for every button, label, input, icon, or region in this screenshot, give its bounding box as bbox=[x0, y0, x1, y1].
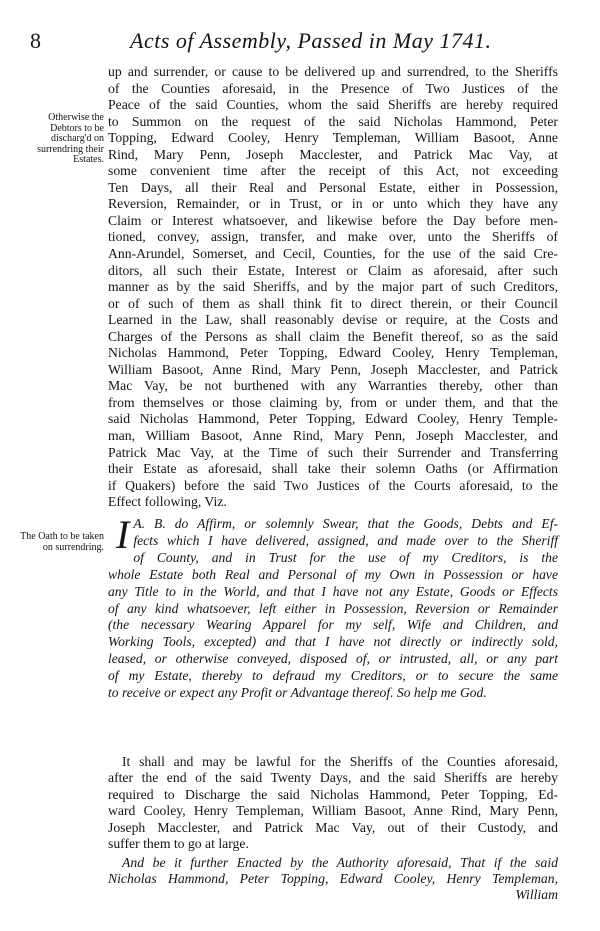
drop-cap: I bbox=[116, 512, 130, 557]
text-line: Topping, Edward Cooley, Henry Templeman, William Basoot, Anne bbox=[108, 130, 558, 146]
text-line: their Estate as aforesaid, shall take their solemn Oaths (or Affirmation bbox=[108, 461, 558, 477]
text-line: if Quakers) before the said Two Justices of the Courts aforesaid, to the bbox=[108, 477, 558, 493]
text-line: suffer them to go at large. bbox=[108, 836, 249, 852]
paragraph-discharge bbox=[108, 754, 558, 852]
text-line: ward Cooley, Henry Templeman, William Basoot, Anne Rind, Mary Penn, bbox=[108, 803, 558, 819]
text-line: Rind, Mary Penn, Joseph Macclester, and Patrick Mac Vay, at bbox=[108, 146, 558, 162]
oath-text bbox=[108, 512, 558, 702]
text-line: Peace of the said Counties, whom the said Sheriffs are hereby required bbox=[108, 97, 558, 113]
oath-line: fects which I have delivered, assigned, and made over to the Sheriff bbox=[133, 532, 558, 548]
text-line: Ten Days, all their Real and Personal Estate, either in Possession, bbox=[108, 179, 558, 195]
text-line: tioned, convey, assign, transfer, and make over, unto the Sheriffs of bbox=[108, 229, 558, 245]
paragraph-surrender bbox=[108, 64, 558, 511]
catchword: William bbox=[515, 887, 558, 903]
oath-line: of any kind whatsoever, left either in Possession, Reversion or Remainder bbox=[108, 600, 558, 616]
text-line: said Nicholas Hammond, Peter Topping, Edward Cooley, Henry Temple- bbox=[108, 411, 558, 427]
oath-line: Working Tools, excepted) and that I have not directly or indirectly sold, bbox=[108, 634, 558, 650]
text-line: of the Counties aforesaid, in the Presence of Two Justices of the bbox=[108, 80, 558, 96]
margin-note-oath: The Oath to be taken on surrendring. bbox=[20, 531, 104, 553]
oath-line: to receive or expect any Profit or Advantage thereof. So help me God. bbox=[108, 685, 487, 701]
text-line: Ann-Arundel, Somerset, and Cecil, Counties, for the use of the said Cre- bbox=[108, 246, 558, 262]
text-line: Joseph Macclester, and Patrick Mac Vay, out of their Custody, and bbox=[108, 819, 558, 835]
text-line: ditors, all such their Estate, Interest or Claim as aforesaid, after such bbox=[108, 262, 558, 278]
oath-line: any Title to in the World, and that I have not any Estate, Goods or Effects bbox=[108, 583, 558, 599]
text-line: man, William Basoot, Anne Rind, Mary Penn, Joseph Macclester, and bbox=[108, 428, 558, 444]
text-line: some convenient time after the receipt of this Act, not exceeding bbox=[108, 163, 558, 179]
text-line: William Basoot, Anne Rind, Mary Penn, Joseph Macclester, and Patrick bbox=[108, 361, 558, 377]
text-line: after the end of the said Twenty Days, and the said Sheriffs are hereby bbox=[108, 770, 558, 786]
running-title: Acts of Assembly, Passed in May 1741. bbox=[130, 28, 492, 53]
oath-line: of my Estate, thereby to defraud my Creditors, or to secure the same bbox=[108, 668, 558, 684]
text-line: Patrick Mac Vay, at the Time of such their Surrender and Transferring bbox=[108, 444, 558, 460]
text-line: Claim or Interest whatsoever, and likewise before the Day before men- bbox=[108, 212, 558, 228]
text-line: Reversion, Remainder, or in Trust, or in or unto which they have any bbox=[108, 196, 558, 212]
oath-line: (the necessary Wearing Apparel for my self, Wife and Children, and bbox=[108, 617, 558, 633]
text-line: required to Discharge the said Nicholas Hammond, Peter Topping, Ed- bbox=[108, 786, 558, 802]
text-line: or of such of them as shall think fit to direct therein, or their Council bbox=[108, 295, 558, 311]
oath-line: of County, and in Trust for the use of my Creditors, is the bbox=[133, 549, 558, 565]
text-line: Nicholas Hammond, Peter Topping, Edward Cooley, Henry Templeman, bbox=[108, 345, 558, 361]
page-number: 8 bbox=[30, 28, 41, 53]
oath-line: whole Estate both Real and Personal of my Own in Possession or have bbox=[108, 566, 558, 582]
oath-line: A. B. do Affirm, or solemnly Swear, that the Goods, Debts and Ef- bbox=[133, 516, 558, 531]
text-line: Mac Vay, be not burthened with any Warranties thereby, other than bbox=[108, 378, 558, 394]
page-header bbox=[30, 28, 570, 58]
text-line: Learned in the Law, shall reasonably devise or require, at the Costs and bbox=[108, 312, 558, 328]
text-line: up and surrender, or cause to be delivered up and surrendred, to the Sheriffs bbox=[108, 64, 558, 79]
text-line: from themselves or those claiming by, from or under them, and that the bbox=[108, 394, 558, 410]
text-line: Effect following, Viz. bbox=[108, 494, 227, 510]
oath-line: leased, or otherwise conveyed, disposed of, or intrusted, all, or any part bbox=[108, 651, 558, 667]
text-line: Charges of the Persons as shall claim the Benefit thereof, so as the said bbox=[108, 328, 558, 344]
margin-note-discharge: Otherwise the Debtors to be discharg'd on surrendring their Estates. bbox=[37, 112, 104, 165]
text-line: to Summon on the request of the said Nicholas Hammond, Peter bbox=[108, 113, 558, 129]
text-line: manner as by the said Sheriffs, and by the major part of such Creditors, bbox=[108, 279, 558, 295]
text-line: Nicholas Hammond, Peter Topping, Edward Cooley, Henry Templeman, bbox=[108, 871, 558, 887]
text-line: It shall and may be lawful for the Sheriffs of the Counties aforesaid, bbox=[122, 754, 558, 769]
text-line: And be it further Enacted by the Authority aforesaid, That if the said bbox=[122, 855, 558, 870]
paragraph-enacted bbox=[108, 855, 558, 904]
